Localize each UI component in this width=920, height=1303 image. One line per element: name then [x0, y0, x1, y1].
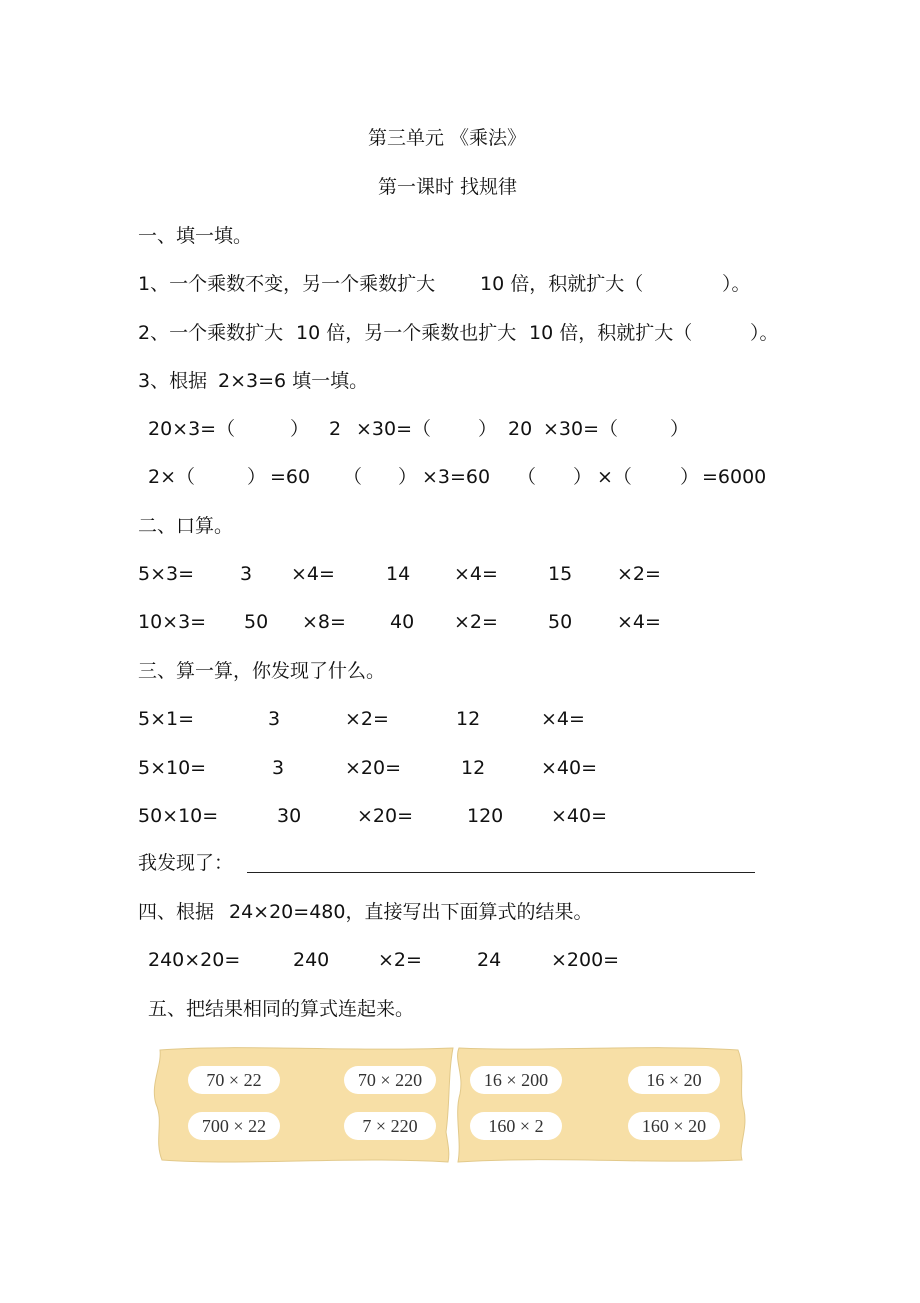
fill-item: ） [247, 466, 267, 488]
math-item: 50 [244, 611, 269, 633]
calc-item: 30 [277, 805, 302, 827]
result-item: 240×20= [148, 949, 241, 971]
section-4-heading-a: 四、根据 [138, 901, 215, 923]
svg-text:160 × 2: 160 × 2 [488, 1116, 544, 1136]
result-item: 24 [477, 949, 502, 971]
math-item: ×8= [302, 611, 346, 633]
math-item: 3 [240, 563, 253, 585]
fill-item: ×（ [597, 466, 632, 488]
q3-part-a: 3、根据 [138, 370, 208, 392]
q3-part-b: 2×3=6 填一填。 [218, 370, 369, 392]
pill-right-4[interactable] [628, 1112, 720, 1140]
calc-item: 12 [461, 757, 486, 779]
calc-item: 50×10= [138, 805, 219, 827]
fill-item: =6000 [702, 466, 767, 488]
math-item: 14 [386, 563, 411, 585]
result-item: ×2= [378, 949, 422, 971]
fill-item: ） [573, 466, 593, 488]
fill-item: 2×（ [148, 466, 196, 488]
math-item: ×2= [617, 563, 661, 585]
math-item: 40 [390, 611, 415, 633]
svg-text:160 × 20: 160 × 20 [641, 1116, 707, 1136]
pill-right-3[interactable] [470, 1112, 562, 1140]
right-board [458, 1048, 745, 1162]
calc-item: ×2= [345, 708, 389, 730]
q2-part-d: ）。 [750, 322, 779, 344]
svg-text:7 × 220: 7 × 220 [362, 1116, 418, 1136]
calc-item: 12 [456, 708, 481, 730]
pill-left-1[interactable] [188, 1066, 280, 1094]
q1-part-c: ）。 [722, 273, 751, 295]
section-5-heading: 五、把结果相同的算式连起来。 [148, 998, 415, 1020]
svg-text:16 × 200: 16 × 200 [483, 1070, 549, 1090]
math-item: ×4= [454, 563, 498, 585]
calc-item: 3 [268, 708, 281, 730]
calc-item: 120 [467, 805, 504, 827]
fill-item: ×30=（ [356, 418, 432, 440]
svg-text:700 × 22: 700 × 22 [201, 1116, 267, 1136]
fill-item: ） [398, 466, 418, 488]
fill-item: （ [343, 466, 363, 488]
left-board [154, 1048, 453, 1162]
calc-item: ×40= [551, 805, 608, 827]
svg-text:70 × 220: 70 × 220 [357, 1070, 423, 1090]
answer-line[interactable] [247, 872, 755, 873]
q1-part-a: 1、一个乘数不变，另一个乘数扩大 [138, 273, 436, 295]
page-title: 第三单元 《乘法》 [368, 127, 527, 149]
svg-text:16 × 20: 16 × 20 [646, 1070, 702, 1090]
calc-item: ×20= [345, 757, 402, 779]
q2-part-a: 2、一个乘数扩大 [138, 322, 284, 344]
fill-item: 2 [329, 418, 342, 440]
fill-item: 20×3=（ [148, 418, 236, 440]
result-item: 240 [293, 949, 330, 971]
q2-part-b: 10 倍，另一个乘数也扩大 [296, 322, 517, 344]
fill-item: ×3=60 [422, 466, 491, 488]
section-3-heading: 三、算一算，你发现了什么。 [138, 660, 386, 682]
found-label: 我发现了： [138, 852, 234, 874]
result-item: ×200= [551, 949, 620, 971]
section-4-heading-b: 24×20=480，直接写出下面算式的结果。 [229, 901, 593, 923]
fill-item: ×30=（ [543, 418, 619, 440]
fill-item: ） [290, 418, 310, 440]
calc-item: 3 [272, 757, 285, 779]
fill-item: ） [670, 418, 690, 440]
pill-left-3[interactable] [188, 1112, 280, 1140]
fill-item: （ [517, 466, 537, 488]
fill-item: =60 [270, 466, 311, 488]
section-2-heading: 二、口算。 [138, 515, 234, 537]
pill-left-2[interactable] [344, 1066, 436, 1094]
math-item: 15 [548, 563, 573, 585]
calc-item: 5×1= [138, 708, 195, 730]
math-item: 50 [548, 611, 573, 633]
fill-item: ） [680, 466, 700, 488]
matching-board [148, 1044, 752, 1166]
math-item: ×4= [291, 563, 335, 585]
calc-item: ×4= [541, 708, 585, 730]
math-item: 5×3= [138, 563, 195, 585]
calc-item: ×20= [357, 805, 414, 827]
math-item: ×4= [617, 611, 661, 633]
pill-right-2[interactable] [628, 1066, 720, 1094]
fill-item: 20 [508, 418, 533, 440]
q2-part-c: 10 倍，积就扩大（ [529, 322, 693, 344]
math-item: 10×3= [138, 611, 207, 633]
pill-left-4[interactable] [344, 1112, 436, 1140]
math-item: ×2= [454, 611, 498, 633]
page-subtitle: 第一课时 找规律 [378, 176, 518, 198]
fill-item: ） [478, 418, 498, 440]
pill-right-1[interactable] [470, 1066, 562, 1094]
section-1-heading: 一、填一填。 [138, 225, 253, 247]
q1-part-b: 10 倍，积就扩大（ [480, 273, 644, 295]
svg-text:70 × 22: 70 × 22 [206, 1070, 262, 1090]
calc-item: 5×10= [138, 757, 207, 779]
calc-item: ×40= [541, 757, 598, 779]
